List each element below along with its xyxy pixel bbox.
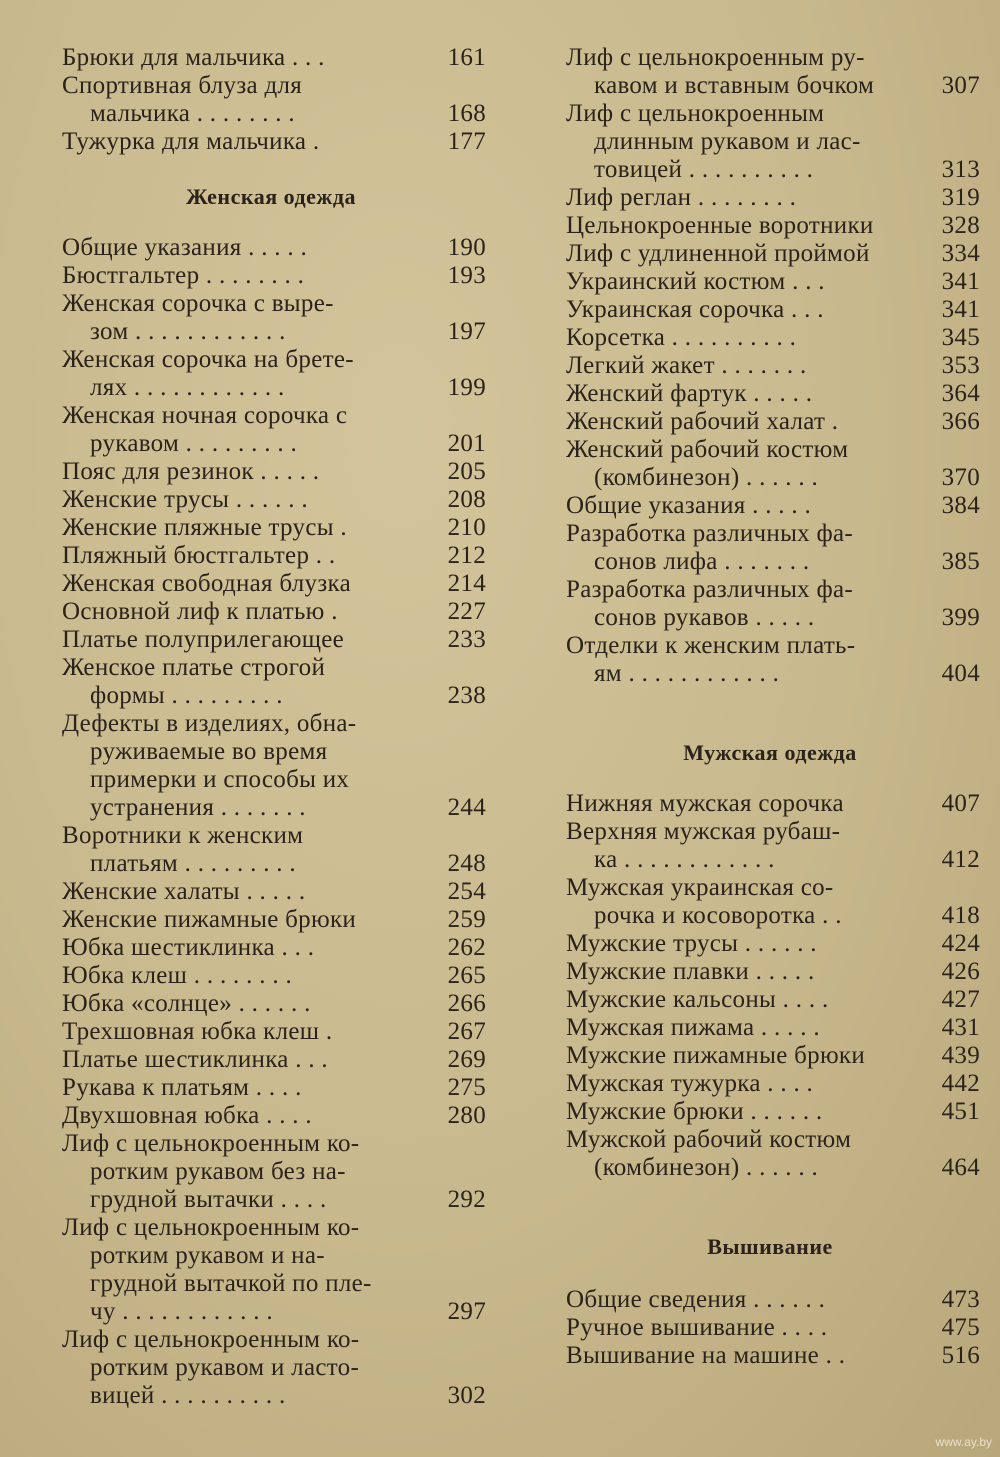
toc-entry-title <box>56 402 414 458</box>
toc-entry-page-number: 516 <box>941 1342 980 1369</box>
toc-entry-page-number: 473 <box>941 1286 980 1313</box>
toc-entry-line: Нижняя мужская сорочка <box>566 790 844 817</box>
toc-entry <box>56 1046 486 1074</box>
toc-entry <box>560 1070 980 1098</box>
toc-entry-title <box>560 1014 908 1042</box>
toc-entry-title <box>560 240 908 268</box>
toc-entry-line: Мужские пижамные брюки <box>566 1042 866 1069</box>
toc-entry <box>56 402 486 458</box>
toc-entry-line: Женский фартук . . . . . <box>566 380 813 407</box>
toc-entry-line: Корсетка . . . . . . . . . . <box>566 324 797 351</box>
toc-entry-title <box>560 184 908 212</box>
toc-entry-line: Бюстгальтер . . . . . . . . <box>62 262 305 289</box>
toc-entry <box>56 346 486 402</box>
toc-entry <box>560 436 980 492</box>
toc-entry-line: ка . . . . . . . . . . . . <box>594 846 775 873</box>
entries-embroidery <box>560 1286 980 1370</box>
toc-entry-page-number: 259 <box>447 906 486 933</box>
toc-entry <box>56 1214 486 1326</box>
toc-entry-line: руживаемые во время <box>90 738 328 765</box>
toc-entry-line: сонов лифа . . . . . . . <box>594 548 810 575</box>
toc-entry-line: Мужские трусы . . . . . . <box>566 930 817 957</box>
toc-entry-page-number: 265 <box>447 962 486 989</box>
toc-entry <box>560 874 980 930</box>
toc-entry <box>56 878 486 906</box>
toc-entry-page-number: 319 <box>941 184 980 211</box>
toc-entry-line: мальчика . . . . . . . . <box>90 100 295 127</box>
toc-entry-line: Лиф с цельнокроенным ко- <box>62 1214 360 1241</box>
toc-entry-title <box>560 790 908 818</box>
toc-entry-title <box>56 598 414 626</box>
toc-entry <box>560 1286 980 1314</box>
section-heading-men: Мужская одежда <box>683 740 857 765</box>
toc-entry-title <box>56 262 414 290</box>
toc-entry-line: Тужурка для мальчика . <box>62 128 320 155</box>
toc-entry <box>560 986 980 1014</box>
toc-entry-line: Платье полуприлегающее <box>62 626 345 653</box>
toc-entry-line: Мужская украинская со- <box>566 874 834 901</box>
toc-entry-page-number: 427 <box>941 986 980 1013</box>
toc-entry-title <box>560 268 908 296</box>
toc-entry-page-number: 475 <box>941 1314 980 1341</box>
toc-entry <box>560 268 980 296</box>
toc-entry-page-number: 412 <box>941 846 980 873</box>
toc-entry <box>560 818 980 874</box>
toc-entry-title <box>560 1342 908 1370</box>
toc-entry-line: Цельнокроенные воротники <box>566 212 874 239</box>
toc-entry-page-number: 328 <box>941 212 980 239</box>
toc-entry <box>560 1042 980 1070</box>
toc-entry-line: Женские трусы . . . . . . <box>62 486 308 513</box>
toc-entry-page-number: 161 <box>447 44 486 71</box>
toc-entry <box>56 990 486 1018</box>
toc-entry-page-number: 341 <box>941 296 980 323</box>
toc-entry-title <box>56 934 414 962</box>
entries-women-continued <box>560 44 980 688</box>
toc-entry-page-number: 341 <box>941 268 980 295</box>
toc-entry-page-number: 370 <box>941 464 980 491</box>
toc-entry-title <box>56 1074 414 1102</box>
toc-entry-page-number: 168 <box>447 100 486 127</box>
toc-entry <box>56 598 486 626</box>
toc-entry <box>560 1098 980 1126</box>
toc-entry-title <box>560 1126 908 1182</box>
toc-entry-title <box>560 986 908 1014</box>
toc-entry-line: Отделки к женским плать- <box>566 632 856 659</box>
toc-entry <box>56 962 486 990</box>
toc-entry-title <box>56 878 414 906</box>
toc-entry-title <box>560 1098 908 1126</box>
toc-entry <box>56 906 486 934</box>
toc-entry-page-number: 426 <box>941 958 980 985</box>
section-heading-embroidery: Вышивание <box>707 1234 833 1259</box>
toc-entry <box>560 324 980 352</box>
toc-entry <box>560 520 980 576</box>
toc-entry <box>560 212 980 240</box>
toc-entry-page-number: 267 <box>447 1018 486 1045</box>
toc-entry-line: Женский рабочий халат . <box>566 408 839 435</box>
toc-entry-page-number: 424 <box>941 930 980 957</box>
toc-entry-page-number: 353 <box>941 352 980 379</box>
toc-entry-title <box>560 520 908 576</box>
toc-entry-page-number: 464 <box>941 1154 980 1181</box>
toc-entry <box>56 1130 486 1214</box>
toc-entry-title <box>560 1042 908 1070</box>
toc-left-column <box>56 44 486 1410</box>
toc-entry-line: Лиф с цельнокроенным ру- <box>566 44 865 71</box>
toc-entry-title <box>56 570 414 598</box>
toc-entry-page-number: 302 <box>447 1382 486 1409</box>
toc-entry <box>560 240 980 268</box>
toc-entry-title <box>56 906 414 934</box>
toc-entry-line: Мужские брюки . . . . . . <box>566 1098 823 1125</box>
toc-entry-page-number: 227 <box>447 598 486 625</box>
toc-entry-line: Лиф с цельнокроенным <box>566 100 825 127</box>
toc-entry-line: рукавом . . . . . . . . . <box>90 430 298 457</box>
toc-entry-line: грудной вытачкой по пле- <box>90 1270 372 1297</box>
toc-entry-line: Разработка различных фа- <box>566 576 854 603</box>
toc-entry-page-number: 384 <box>941 492 980 519</box>
toc-entry-page-number: 275 <box>447 1074 486 1101</box>
toc-entry-page-number: 307 <box>941 72 980 99</box>
toc-entry <box>560 1314 980 1342</box>
toc-entry-title <box>56 654 414 710</box>
toc-entry-line: Воротники к женским <box>62 822 304 849</box>
toc-entry <box>560 576 980 632</box>
toc-entry-line: Двухшовная юбка . . . . <box>62 1102 312 1129</box>
toc-entry-title <box>560 1286 908 1314</box>
toc-entry <box>56 458 486 486</box>
toc-entry <box>56 542 486 570</box>
toc-entry-page-number: 177 <box>447 128 486 155</box>
toc-entry <box>560 408 980 436</box>
toc-entry-line: Юбка клеш . . . . . . . . <box>62 962 292 989</box>
toc-entry-line: (комбинезон) . . . . . . <box>594 464 819 491</box>
toc-entry-page-number: 201 <box>447 430 486 457</box>
toc-entry-title <box>56 128 414 156</box>
toc-entry-title <box>56 1214 414 1326</box>
toc-entry-title <box>560 100 908 184</box>
toc-entry-line: ротким рукавом и ласто- <box>90 1354 360 1381</box>
toc-entry-page-number: 269 <box>447 1046 486 1073</box>
toc-entry-page-number: 292 <box>447 1186 486 1213</box>
toc-entry-title <box>560 1314 908 1342</box>
toc-entry-page-number: 385 <box>941 548 980 575</box>
toc-entry-page-number: 238 <box>447 682 486 709</box>
toc-entry-line: ротким рукавом без на- <box>90 1158 346 1185</box>
toc-entry <box>56 514 486 542</box>
toc-entry-title <box>56 290 414 346</box>
toc-entry <box>56 72 486 128</box>
toc-entry-line: платьям . . . . . . . . . <box>90 850 296 877</box>
toc-entry-line: Женский рабочий костюм <box>566 436 849 463</box>
toc-entry-title <box>56 346 414 402</box>
toc-entry-title <box>560 44 908 100</box>
toc-entry-title <box>56 1102 414 1130</box>
toc-entry-title <box>56 542 414 570</box>
toc-entry-title <box>560 212 908 240</box>
toc-entry-line: (комбинезон) . . . . . . <box>594 1154 819 1181</box>
toc-entry-line: Легкий жакет . . . . . . . <box>566 352 807 379</box>
toc-entry-page-number: 313 <box>941 156 980 183</box>
toc-entry-title <box>56 514 414 542</box>
entries-top <box>56 44 486 156</box>
entries-men <box>560 790 980 1182</box>
toc-entry-line: формы . . . . . . . . . <box>90 682 283 709</box>
toc-entry-page-number: 208 <box>447 486 486 513</box>
toc-entry-line: Лиф реглан . . . . . . . . <box>566 184 797 211</box>
toc-entry-title <box>560 930 908 958</box>
toc-entry <box>560 1126 980 1182</box>
toc-entry-line: Вышивание на машине . . <box>566 1342 846 1369</box>
toc-entry-line: Мужские плавки . . . . . <box>566 958 815 985</box>
toc-entry-title <box>560 818 908 874</box>
toc-entry-line: Женские пляжные трусы . <box>62 514 347 541</box>
toc-entry-title <box>560 492 908 520</box>
toc-entry-line: длинным рукавом и лас- <box>594 128 861 155</box>
toc-entry <box>560 352 980 380</box>
toc-entry-line: Основной лиф к платью . <box>62 598 338 625</box>
toc-entry-line: Мужская пижама . . . . . <box>566 1014 820 1041</box>
toc-entry-line: Юбка шестиклинка . . . <box>62 934 315 961</box>
toc-entry-page-number: 190 <box>447 234 486 261</box>
toc-entry <box>56 934 486 962</box>
toc-entry-line: устранения . . . . . . . <box>90 794 306 821</box>
toc-entry <box>56 626 486 654</box>
toc-entry-line: товицей . . . . . . . . . . <box>594 156 814 183</box>
toc-entry-line: Брюки для мальчика . . . <box>62 44 325 71</box>
toc-entry <box>560 1342 980 1370</box>
toc-entry <box>560 930 980 958</box>
toc-entry-title <box>56 72 414 128</box>
toc-entry-line: Спортивная блуза для <box>62 72 303 99</box>
toc-entry <box>56 1018 486 1046</box>
toc-entry-line: Общие указания . . . . . <box>62 234 308 261</box>
toc-entry-title <box>56 1046 414 1074</box>
toc-entry-page-number: 297 <box>447 1298 486 1325</box>
toc-entry-line: грудной вытачки . . . . <box>90 1186 327 1213</box>
toc-entry-line: Разработка различных фа- <box>566 520 854 547</box>
toc-entry-page-number: 345 <box>941 324 980 351</box>
toc-entry-page-number: 254 <box>447 878 486 905</box>
toc-entry-page-number: 210 <box>447 514 486 541</box>
toc-entry <box>56 234 486 262</box>
toc-entry-page-number: 364 <box>941 380 980 407</box>
toc-entry <box>56 486 486 514</box>
toc-entry-page-number: 214 <box>447 570 486 597</box>
toc-entry-page-number: 334 <box>941 240 980 267</box>
toc-entry-page-number: 212 <box>447 542 486 569</box>
toc-entry-title <box>560 408 908 436</box>
toc-entry-line: Женские пижамные брюки <box>62 906 357 933</box>
toc-entry-line: зом . . . . . . . . . . . . <box>90 318 286 345</box>
toc-entry <box>560 1014 980 1042</box>
toc-entry-page-number: 266 <box>447 990 486 1017</box>
toc-entry-title <box>560 576 908 632</box>
toc-entry-line: Пляжный бюстгальтер . . <box>62 542 336 569</box>
toc-entry-line: Лиф с удлиненной проймой <box>566 240 870 267</box>
toc-entry-line: Трехшовная юбка клеш . <box>62 1018 333 1045</box>
toc-entry-page-number: 407 <box>941 790 980 817</box>
section-heading-women: Женская одежда <box>186 184 356 209</box>
toc-entry-title <box>56 44 414 72</box>
toc-entry-title <box>560 1070 908 1098</box>
toc-entry <box>560 184 980 212</box>
toc-entry-page-number: 366 <box>941 408 980 435</box>
toc-entry-line: лях . . . . . . . . . . . . <box>90 374 285 401</box>
toc-entry-page-number: 442 <box>941 1070 980 1097</box>
toc-entry-line: Пояс для резинок . . . . . <box>62 458 320 485</box>
toc-entry <box>560 296 980 324</box>
toc-entry-title <box>56 458 414 486</box>
toc-entry-line: Рукава к платьям . . . . <box>62 1074 302 1101</box>
toc-entry <box>56 262 486 290</box>
toc-entry-title <box>56 822 414 878</box>
toc-entry <box>56 1102 486 1130</box>
toc-entry-line: Женские халаты . . . . . <box>62 878 306 905</box>
toc-entry <box>56 710 486 822</box>
toc-entry-line: Женская сорочка с выре- <box>62 290 334 317</box>
toc-entry <box>560 492 980 520</box>
toc-entry-title <box>56 1326 414 1410</box>
toc-entry-title <box>56 1130 414 1214</box>
toc-entry-page-number: 451 <box>941 1098 980 1125</box>
toc-entry-title <box>560 436 908 492</box>
toc-entry-line: примерки и способы их <box>90 766 350 793</box>
toc-entry <box>56 654 486 710</box>
toc-entry-title <box>56 486 414 514</box>
toc-entry-title <box>56 234 414 262</box>
entries-women <box>56 234 486 1410</box>
toc-entry-title <box>56 990 414 1018</box>
toc-entry <box>560 380 980 408</box>
toc-entry-title <box>56 1018 414 1046</box>
toc-entry-page-number: 431 <box>941 1014 980 1041</box>
toc-entry-page-number: 439 <box>941 1042 980 1069</box>
toc-entry-line: Украинский костюм . . . <box>566 268 825 295</box>
toc-entry-line: Общие сведения . . . . . . <box>566 1286 826 1313</box>
toc-entry-title <box>560 324 908 352</box>
toc-entry-line: Юбка «солнце» . . . . . . <box>62 990 311 1017</box>
toc-entry <box>56 1074 486 1102</box>
toc-entry-line: Платье шестиклинка . . . <box>62 1046 328 1073</box>
toc-entry-line: ям . . . . . . . . . . . . <box>594 660 780 687</box>
toc-entry-page-number: 404 <box>941 660 980 687</box>
toc-entry-page-number: 262 <box>447 934 486 961</box>
toc-entry-line: Верхняя мужская рубаш- <box>566 818 841 845</box>
watermark: www.ay.by <box>935 1435 992 1449</box>
toc-entry <box>560 790 980 818</box>
toc-entry <box>56 822 486 878</box>
toc-entry-page-number: 418 <box>941 902 980 929</box>
toc-entry-line: Женская сорочка на брете- <box>62 346 354 373</box>
toc-entry-title <box>56 626 414 654</box>
toc-entry-page-number: 205 <box>447 458 486 485</box>
toc-entry <box>560 100 980 184</box>
toc-entry-line: Мужской рабочий костюм <box>566 1126 852 1153</box>
toc-entry <box>56 290 486 346</box>
toc-entry-page-number: 197 <box>447 318 486 345</box>
toc-entry-line: рочка и косоворотка . . <box>594 902 842 929</box>
toc-entry-page-number: 244 <box>447 794 486 821</box>
toc-entry-page-number: 248 <box>447 850 486 877</box>
toc-entry-line: Лиф с цельнокроенным ко- <box>62 1130 360 1157</box>
toc-entry <box>560 44 980 100</box>
toc-entry-title <box>560 958 908 986</box>
toc-entry-title <box>56 962 414 990</box>
toc-entry-title <box>560 874 908 930</box>
toc-entry-line: Женское платье строгой <box>62 654 326 681</box>
toc-entry-line: Лиф с цельнокроенным ко- <box>62 1326 360 1353</box>
toc-entry-line: Мужские кальсоны . . . . <box>566 986 829 1013</box>
toc-entry <box>56 570 486 598</box>
toc-entry <box>56 1326 486 1410</box>
toc-entry-line: вицей . . . . . . . . . . <box>90 1382 286 1409</box>
toc-entry <box>560 958 980 986</box>
toc-entry-title <box>560 296 908 324</box>
toc-entry <box>56 128 486 156</box>
toc-entry-title <box>56 710 414 822</box>
toc-entry-page-number: 199 <box>447 374 486 401</box>
toc-entry-line: Женская ночная сорочка с <box>62 402 348 429</box>
toc-entry-title <box>560 352 908 380</box>
toc-entry-page-number: 399 <box>941 604 980 631</box>
toc-entry-title <box>560 632 908 688</box>
toc-entry-line: чу . . . . . . . . . . . . <box>90 1298 273 1325</box>
toc-entry-line: ротким рукавом и на- <box>90 1242 325 1269</box>
toc-entry-line: Украинская сорочка . . . <box>566 296 824 323</box>
toc-entry-line: Ручное вышивание . . . . <box>566 1314 828 1341</box>
toc-entry-line: Женская свободная блузка <box>62 570 351 597</box>
toc-entry-line: Общие указания . . . . . <box>566 492 812 519</box>
toc-entry-line: сонов рукавов . . . . . <box>594 604 815 631</box>
toc-entry <box>56 44 486 72</box>
toc-entry-line: кавом и вставным бочком <box>594 72 875 99</box>
toc-entry-line: Дефекты в изделиях, обна- <box>62 710 357 737</box>
toc-entry-title <box>560 380 908 408</box>
toc-entry-page-number: 233 <box>447 626 486 653</box>
toc-entry-line: Мужская тужурка . . . . <box>566 1070 814 1097</box>
toc-entry-page-number: 193 <box>447 262 486 289</box>
toc-entry <box>560 632 980 688</box>
toc-entry-page-number: 280 <box>447 1102 486 1129</box>
toc-right-column <box>560 44 980 1370</box>
